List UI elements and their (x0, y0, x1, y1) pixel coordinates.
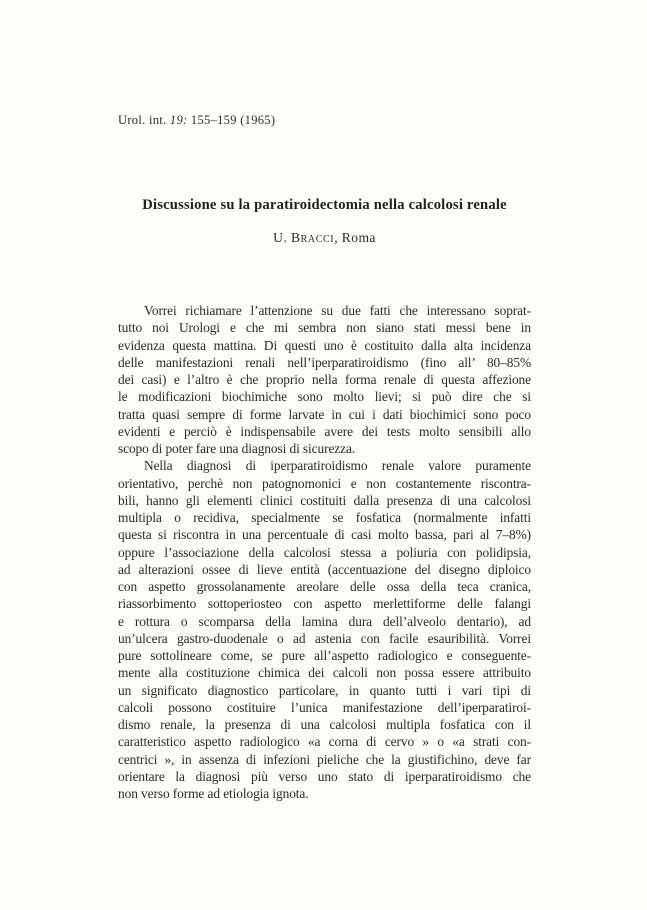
text-line: orientare la diagnosi più verso uno stato di iperparatiroidismo che (118, 768, 531, 784)
text-line: mente alla costituzione chimica dei calcoli non possa essere attribuito (118, 665, 531, 681)
text-line: delle manifestazioni renali nell’iperparatiroidismo (fino all’ 80–85% (118, 354, 531, 370)
text-line: Nella diagnosi di iperparatiroidismo renale valore puramente (144, 458, 531, 474)
text-line: con aspetto grossolanamente areolare delle ossa della teca cranica, (118, 579, 531, 594)
text-line: multipla o recidiva, specialmente se fosfatica (normalmente infatti (118, 510, 531, 525)
paragraph-1 (118, 302, 531, 457)
text-line: scopo di poter fare una diagnosi di sicurezza. (118, 441, 356, 456)
text-line: tratta quasi sempre di forme larvate in cui i dati biochimici sono poco (118, 406, 531, 422)
article-body (118, 302, 531, 802)
author-city: , Roma (334, 230, 376, 245)
text-line: Vorrei richiamare l’attenzione su due fatti che interessano soprat- (144, 303, 531, 318)
text-line: pure sottolineare come, se pure all’aspetto radiologico e conseguente- (118, 648, 531, 663)
journal-volume: 19: (169, 113, 188, 127)
text-line: evidenza questa mattina. Di questi uno è costituito dalla alta incidenza (118, 337, 531, 353)
text-line: centrici », in assenza di infezioni pieliche che la giustifichino, deve far (118, 751, 531, 767)
text-line: questa si riscontra in una percentuale di casi molto bassa, pari al 7–8%) (118, 527, 531, 543)
author-line (118, 230, 531, 246)
text-line: un significato diagnostico particolare, in quanto tutti i vari tipi di (118, 682, 531, 698)
text-line: tutto noi Urologi e che mi sembra non siano stati messi bene in (118, 320, 531, 336)
text-line: non verso forme ad etiologia ignota. (118, 786, 309, 801)
author-surname: Bracci (290, 230, 335, 245)
text-line: dismo renale, la presenza di una calcolosi multipla fosfatica con il (118, 717, 531, 732)
text-line: caratteristico aspetto radiologico «a corna di cervo » o «a strati con- (118, 734, 531, 750)
journal-pages-year: 155–159 (1965) (187, 113, 276, 127)
text-line: calcoli possono costituire l’unica manifestazione dell’iperparatiroi- (118, 699, 531, 715)
journal-reference (118, 113, 275, 128)
journal-name: Urol. int. (118, 113, 170, 127)
text-line: bili, hanno gli elementi clinici costituiti dalla presenza di una calcolosi (118, 492, 531, 508)
text-line: orientativo, perchè non patognomonici e non costantemente riscontra- (118, 475, 531, 491)
author-initials: U. (273, 230, 291, 245)
text-line: evidenti e perciò è indispensabile avere dei tests molto sensibili allo (118, 423, 531, 439)
paragraph-2 (118, 457, 531, 802)
text-line: oppure l’associazione della calcolosi stessa a poliuria con polidipsia, (118, 544, 531, 560)
text-line: dei casi) e l’altro è che proprio nella forma renale di questa affezione (118, 372, 531, 387)
text-line: le modificazioni biochimiche sono molto lievi; si può dire che si (118, 389, 531, 405)
text-line: e rottura o scomparsa della lamina dura dell’alveolo dentario), ad (118, 613, 531, 629)
text-line: un’ulcera gastro-duodenale o ad astenia con facile esauribilità. Vorrei (118, 630, 531, 646)
article-title: Discussione su la paratiroidectomia nella calcolosi renale (142, 197, 507, 213)
text-line: riassorbimento sottoperiosteo con aspetto merlettiforme delle falangi (118, 596, 531, 612)
text-line: ad alterazioni ossee di lieve entità (accentuazione del disegno diploico (118, 561, 531, 577)
